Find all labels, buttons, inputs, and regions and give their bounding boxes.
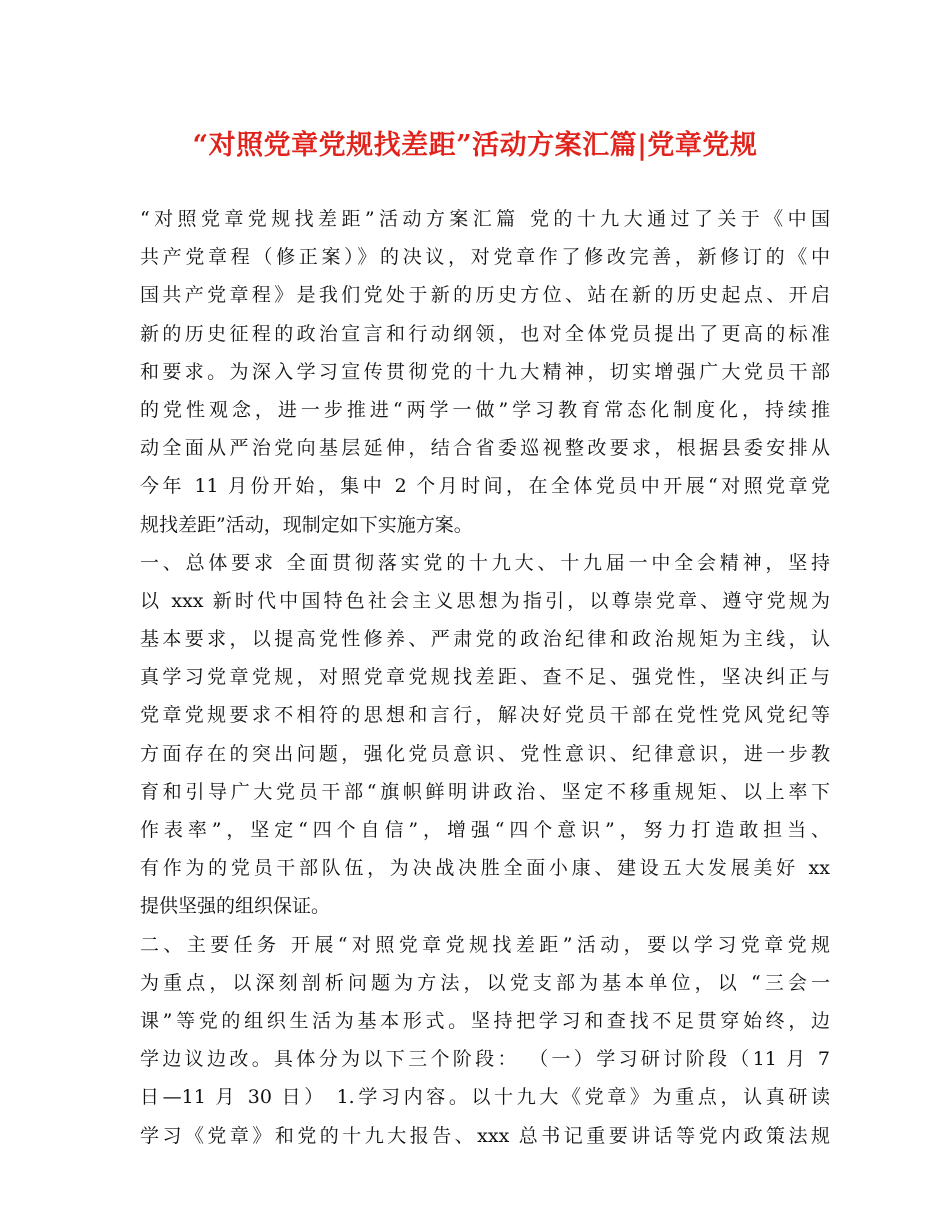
body-line: 有作为的党员干部队伍，为决战决胜全面小康、建设五大发展美好 xx <box>140 857 830 880</box>
body-line: 提供坚强的组织保证。 <box>140 895 331 918</box>
body-line: 以 xxx 新时代中国特色社会主义思想为指引，以尊崇党章、遵守党规为 <box>140 589 830 612</box>
body-line: 新的历史征程的政治宣言和行动纲领，也对全体党员提出了更高的标准 <box>140 322 830 345</box>
body-line: 基本要求，以提高党性修养、严肃党的政治纪律和政治规矩为主线，认 <box>140 628 830 651</box>
document-body <box>140 200 830 1155</box>
body-line: 一、总体要求 全面贯彻落实党的十九大、十九届一中全会精神，坚持 <box>140 551 830 574</box>
body-line: 党章党规要求不相符的思想和言行，解决好党员干部在党性党风党纪等 <box>140 704 830 727</box>
body-line: 日—11 月 30 日） 1.学习内容。以十九大《党章》为重点，认真研读 <box>140 1086 830 1109</box>
body-line: 方面存在的突出问题，强化党员意识、党性意识、纪律意识，进一步教 <box>140 742 830 765</box>
body-line: 和要求。为深入学习宣传贯彻党的十九大精神，切实增强广大党员干部 <box>140 360 830 383</box>
body-line: 规找差距”活动，现制定如下实施方案。 <box>140 513 473 536</box>
body-line: 二、主要任务 开展“对照党章党规找差距”活动，要以学习党章党规 <box>140 933 830 956</box>
body-line: 学习《党章》和党的十九大报告、xxx 总书记重要讲话等党内政策法规 <box>140 1124 830 1147</box>
body-line: 的党性观念，进一步推进“两学一做”学习教育常态化制度化，持续推 <box>140 398 830 421</box>
body-line: 今年 11 月份开始，集中 2 个月时间，在全体党员中开展“对照党章党 <box>140 475 830 498</box>
body-line: 育和引导广大党员干部“旗帜鲜明讲政治、坚定不移重规矩、以上率下 <box>140 780 830 803</box>
body-line: 共产党章程（修正案）》的决议，对党章作了修改完善，新修订的《中 <box>140 246 830 269</box>
body-line: “对照党章党规找差距”活动方案汇篇 党的十九大通过了关于《中国 <box>140 208 830 230</box>
document-title: “对照党章党规找差距”活动方案汇篇|党章党规 <box>192 130 758 161</box>
body-line: 学边议边改。具体分为以下三个阶段： （一）学习研讨阶段（11 月 7 <box>140 1048 830 1071</box>
body-line: 动全面从严治党向基层延伸，结合省委巡视整改要求，根据县委安排从 <box>140 437 830 460</box>
body-line: 国共产党章程》是我们党处于新的历史方位、站在新的历史起点、开启 <box>140 284 830 307</box>
body-line: 课”等党的组织生活为基本形式。坚持把学习和查找不足贯穿始终，边 <box>140 1009 830 1032</box>
body-line: 作表率”，坚定“四个自信”，增强“四个意识”，努力打造敢担当、 <box>140 819 830 841</box>
body-line: 真学习党章党规，对照党章党规找差距、查不足、强党性，坚决纠正与 <box>140 666 830 689</box>
body-line: 为重点，以深刻剖析问题为方法，以党支部为基本单位，以 “三会一 <box>140 971 830 994</box>
